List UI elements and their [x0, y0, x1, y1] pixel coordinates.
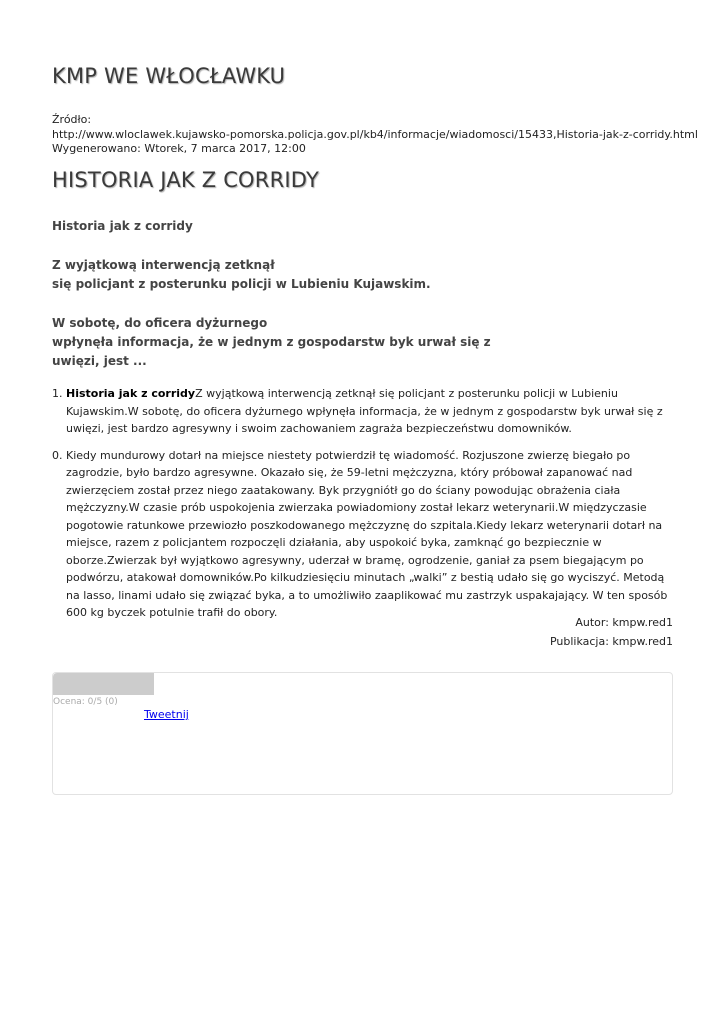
tweet-link[interactable]: Tweetnij — [144, 708, 189, 721]
lead-paragraph-2-line-1: W sobotę, do oficera dyżurnego — [52, 316, 268, 330]
article-meta — [550, 614, 673, 651]
rating-box — [52, 672, 673, 795]
generated-date: Wygenerowano: Wtorek, 7 marca 2017, 12:00 — [52, 142, 306, 155]
lead-paragraph-2-line-2: wpłynęła informacja, że w jednym z gospodarstw byk urwał się z — [52, 335, 491, 349]
list-item-text: Z wyjątkową interwencją zetknął się policjant z posterunku policji w Lubieniu Kujawskim.W sobotę, do oficera dyżurnego wpłynęła informacja, że w jednym z gospodarstw byk urwał się z uwięzi, jest bardzo agresywny i swoim zachowaniem zagraża bezpieczeństwu domowników. — [66, 387, 663, 435]
list-item-bold: Historia jak z corridy — [66, 387, 196, 400]
lead-paragraph-1 — [52, 256, 431, 294]
source-url: http://www.wloclawek.kujawsko-pomorska.policja.gov.pl/kb4/informacje/wiadomosci/15433,Historia-jak-z-corridy.html — [52, 127, 698, 141]
source-block — [52, 113, 698, 157]
list-item — [52, 385, 673, 438]
rating-text: Ocena: 0/5 (0) — [53, 697, 118, 707]
lead-paragraph-2-line-3: uwięzi, jest ... — [52, 354, 147, 368]
publication: Publikacja: kmpw.red1 — [549, 634, 673, 648]
lead-paragraph-1-line-2: się policjant z posterunku policji w Lubieniu Kujawskim. — [52, 277, 431, 291]
list-item-number: 1. — [52, 387, 63, 400]
author: Autor: kmpw.red1 — [575, 616, 673, 629]
article-list — [52, 385, 673, 622]
list-item — [52, 447, 673, 622]
source-label: Źródło: — [52, 113, 92, 126]
lead-paragraph-1-line-1: Z wyjątkową interwencją zetknął — [52, 258, 275, 272]
lead-paragraph-2 — [52, 314, 491, 371]
list-item-text: Kiedy mundurowy dotarł na miejsce niestety potwierdził tę wiadomość. Rozjuszone zwierzę biegało po zagrodzie, było bardzo agresywne. Okazało się, że 59-letni mężczyzna, który próbował zapanować nad zwierzęciem został przez niego zaatakowany. Byk przygniótł go do ściany powodując obrażenia ciała mężczyzny.W czasie prób uspokojenia zwierzaka powiadomiony został lekarz weterynarii.W międzyczasie pogotowie ratunkowe przewiozło poszkodowanego mężczyznę do szpitala.Kiedy lekarz weterynarii dotarł na miejsce, razem z policjantem rozpoczęli działania, aby uspokoić byka, zamknąć go bezpiecznie w oborze.Zwierzak był wyjątkowo agresywny, uderzał w bramę, ogrodzenie, ganiał za psem biegającym po podwórzu, atakował domowników.Po kilkudziesięciu minutach „walki” z bestią udało się go wyciszyć. Metodą na lasso, linami udało się związać byka, a to umożliwiło zaaplikować mu zastrzyk uspakajający. W ten sposób 600 kg byczek potulnie trafił do obory. — [66, 448, 668, 619]
lead-title — [52, 217, 193, 236]
site-title: KMP WE WŁOCŁAWKU — [52, 64, 286, 88]
article-title: HISTORIA JAK Z CORRIDY — [52, 168, 320, 192]
list-item-number: 0. — [52, 448, 63, 462]
lead-title-text: Historia jak z corridy — [52, 219, 193, 233]
rating-stars-bar[interactable] — [53, 673, 154, 695]
